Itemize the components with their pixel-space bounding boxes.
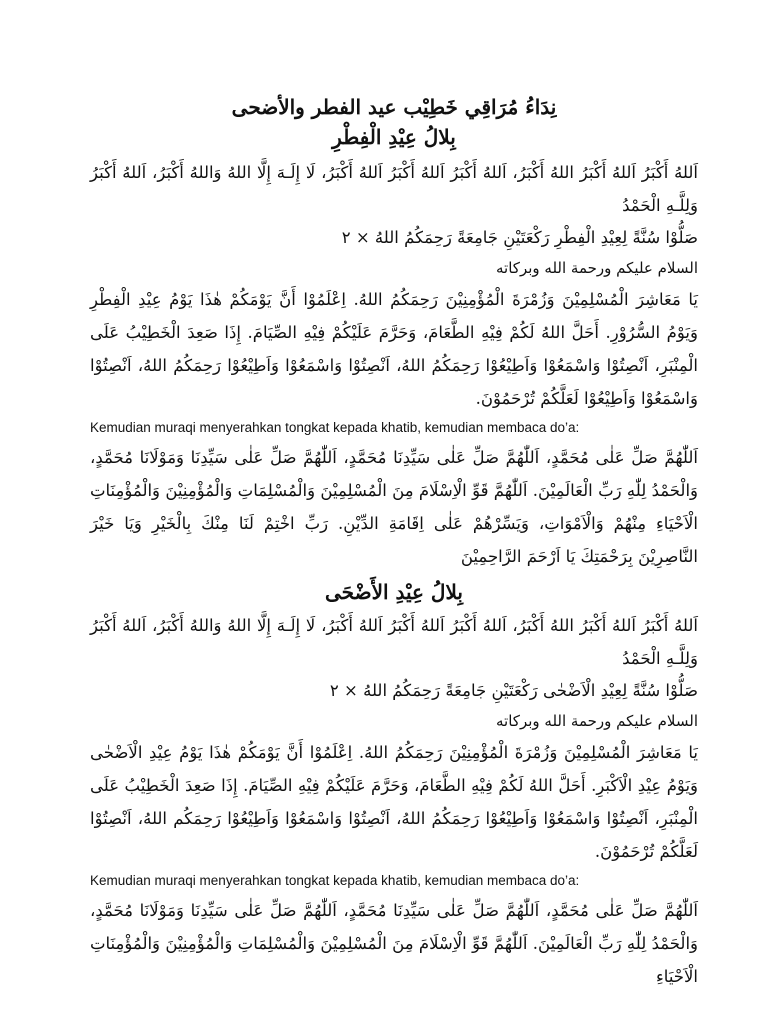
document-title: نِدَاءُ مُرَاقِي خَطِيْب عيد الفطر والأضحى (231, 95, 557, 119)
fitri-section (90, 156, 698, 573)
adha-section (90, 609, 698, 993)
adha-sholat-call: صَلُّوْا سُنَّةً لِعِيْدِ الْاَضْحٰى رَكْعَتَيْنِ جَامِعَةً رَحِمَكُمُ اللهُ × ٢ (329, 681, 698, 700)
fitri-khutbah-call: يَا مَعَاشِرَ الْمُسْلِمِيْنَ وَزُمْرَةَ الْمُؤْمِنِيْنَ رَحِمَكُمُ اللهُ. اِعْلَمُوْا أَنَّ يَوْمَكُمْ هٰذَا يَوْمُ عِيْدِ الْفِطْرِ وَيَوْمُ السُّرُوْرِ. أَحَلَّ اللهُ لَكُمْ فِيْهِ الطَّعَامَ، وَحَرَّمَ عَلَيْكُمْ فِيْهِ الصِّيَامَ. إِذَا صَعِدَ الْخَطِيْبُ عَلَى الْمِنْبَرِ، اَنْصِتُوْا وَاسْمَعُوْا وَاَطِيْعُوْا رَحِمَكُمُ اللهُ، اَنْصِتُوْا وَاسْمَعُوْا وَاَطِيْعُوْا رَحِمَكُمُ اللهُ، اَنْصِتُوْا وَاسْمَعُوْا وَاَطِيْعُوْا لَعَلَّكُمْ تُرْحَمُوْنَ. (90, 290, 698, 408)
adha-salam: السلام عليكم ورحمة الله وبركاته (496, 712, 698, 730)
fitri-takbir: اَللهُ أَكْبَرُ اَللهُ أَكْبَرُ اللهُ أَكْبَرُ، اَللهُ أَكْبَرُ اَللهُ أَكْبَرُ اَللهُ أَكْبَرُ، لَا إِلَـهَ إِلَّا اللهُ وَاللهُ أَكْبَرُ، اَللهُ أَكْبَرُ وَلِلَّـهِ الْحَمْدُ (90, 163, 698, 215)
fitri-instruction: Kemudian muraqi menyerahkan tongkat kepada khatib, kemudian membaca do’a: (90, 420, 580, 435)
adha-takbir: اَللهُ أَكْبَرُ اَللهُ أَكْبَرُ اللهُ أَكْبَرُ، اَللهُ أَكْبَرُ اَللهُ أَكْبَرُ اَللهُ أَكْبَرُ، لَا إِلَـهَ إِلَّا اللهُ وَاللهُ أَكْبَرُ، اَللهُ أَكْبَرُ وَلِلَّـهِ الْحَمْدُ (90, 616, 698, 668)
adha-section-title: بِلالُ عِيْدِ الأَضْحَى (325, 580, 463, 604)
fitri-section-title: بِلالُ عِيْدِ الْفِطْرِ (332, 125, 456, 149)
adha-doa: اَللّٰهُمَّ صَلِّ عَلٰى مُحَمَّدٍ، اَللّٰهُمَّ صَلِّ عَلٰى سَيِّدِنَا مُحَمَّدٍ، اَللّٰهُمَّ صَلِّ عَلٰى سَيِّدِنَا وَمَوْلَانَا مُحَمَّدٍ، وَالْحَمْدُ لِلّٰهِ رَبِّ الْعَالَمِيْنَ. اَللّٰهُمَّ قَوِّ الْاِسْلَامَ مِنَ الْمُسْلِمِيْنَ وَالْمُسْلِمَاتِ وَالْمُؤْمِنِيْنَ وَالْمُؤْمِنَاتِ الْاَحْيَاءِ (90, 901, 698, 986)
adha-instruction: Kemudian muraqi menyerahkan tongkat kepada khatib, kemudian membaca do’a: (90, 873, 580, 888)
fitri-sholat-call: صَلُّوْا سُنَّةً لِعِيْدِ الْفِطْرِ رَكْعَتَيْنِ جَامِعَةً رَحِمَكُمُ اللهُ × ٢ (341, 228, 698, 247)
adha-khutbah-call: يَا مَعَاشِرَ الْمُسْلِمِيْنَ وَزُمْرَةَ الْمُؤْمِنِيْنَ رَحِمَكُمُ اللهُ. اِعْلَمُوْا أَنَّ يَوْمَكُمْ هٰذَا يَوْمُ عِيْدِ الْاَضْحٰى وَيَوْمُ عِيْدِ الْاَكْبَرِ. أَحَلَّ اللهُ لَكُمْ فِيْهِ الطَّعَامَ، وَحَرَّمَ عَلَيْكُمْ فِيْهِ الصِّيَامَ. إِذَا صَعِدَ الْخَطِيْبُ عَلَى الْمِنْبَرِ، اَنْصِتُوْا وَاسْمَعُوْا وَاَطِيْعُوْا رَحِمَكُمُ اللهُ، اَنْصِتُوْا وَاسْمَعُوْا وَاَطِيْعُوْا رَحِمَكُم اللهُ، اَنْصِتُوْا لَعَلَّكُمْ تُرْحَمُوْنَ. (90, 743, 698, 861)
fitri-doa: اَللّٰهُمَّ صَلِّ عَلٰى مُحَمَّدٍ، اَللّٰهُمَّ صَلِّ عَلٰى سَيِّدِنَا مُحَمَّدٍ، اَللّٰهُمَّ صَلِّ عَلٰى سَيِّدِنَا وَمَوْلَانَا مُحَمَّدٍ، وَالْحَمْدُ لِلّٰهِ رَبِّ الْعَالَمِيْنَ. اَللّٰهُمَّ قَوِّ الْاِسْلَامَ مِنَ الْمُسْلِمِيْنَ وَالْمُسْلِمَاتِ وَالْمُؤْمِنِيْنَ وَالْمُؤْمِنَاتِ الْاَحْيَاءِ مِنْهُمْ وَالْاَمْوَاتِ، وَيَسِّرْهُمْ عَلٰى اِقَامَةِ الدِّيْنِ. رَبِّ اخْتِمْ لَنَا مِنْكَ بِالْخَيْرِ وَيَا خَيْرَ النَّاصِرِيْنَ بِرَحْمَتِكَ يَا اَرْحَمَ الرَّاحِمِيْنَ (90, 448, 698, 566)
fitri-salam: السلام عليكم ورحمة الله وبركاته (496, 259, 698, 277)
